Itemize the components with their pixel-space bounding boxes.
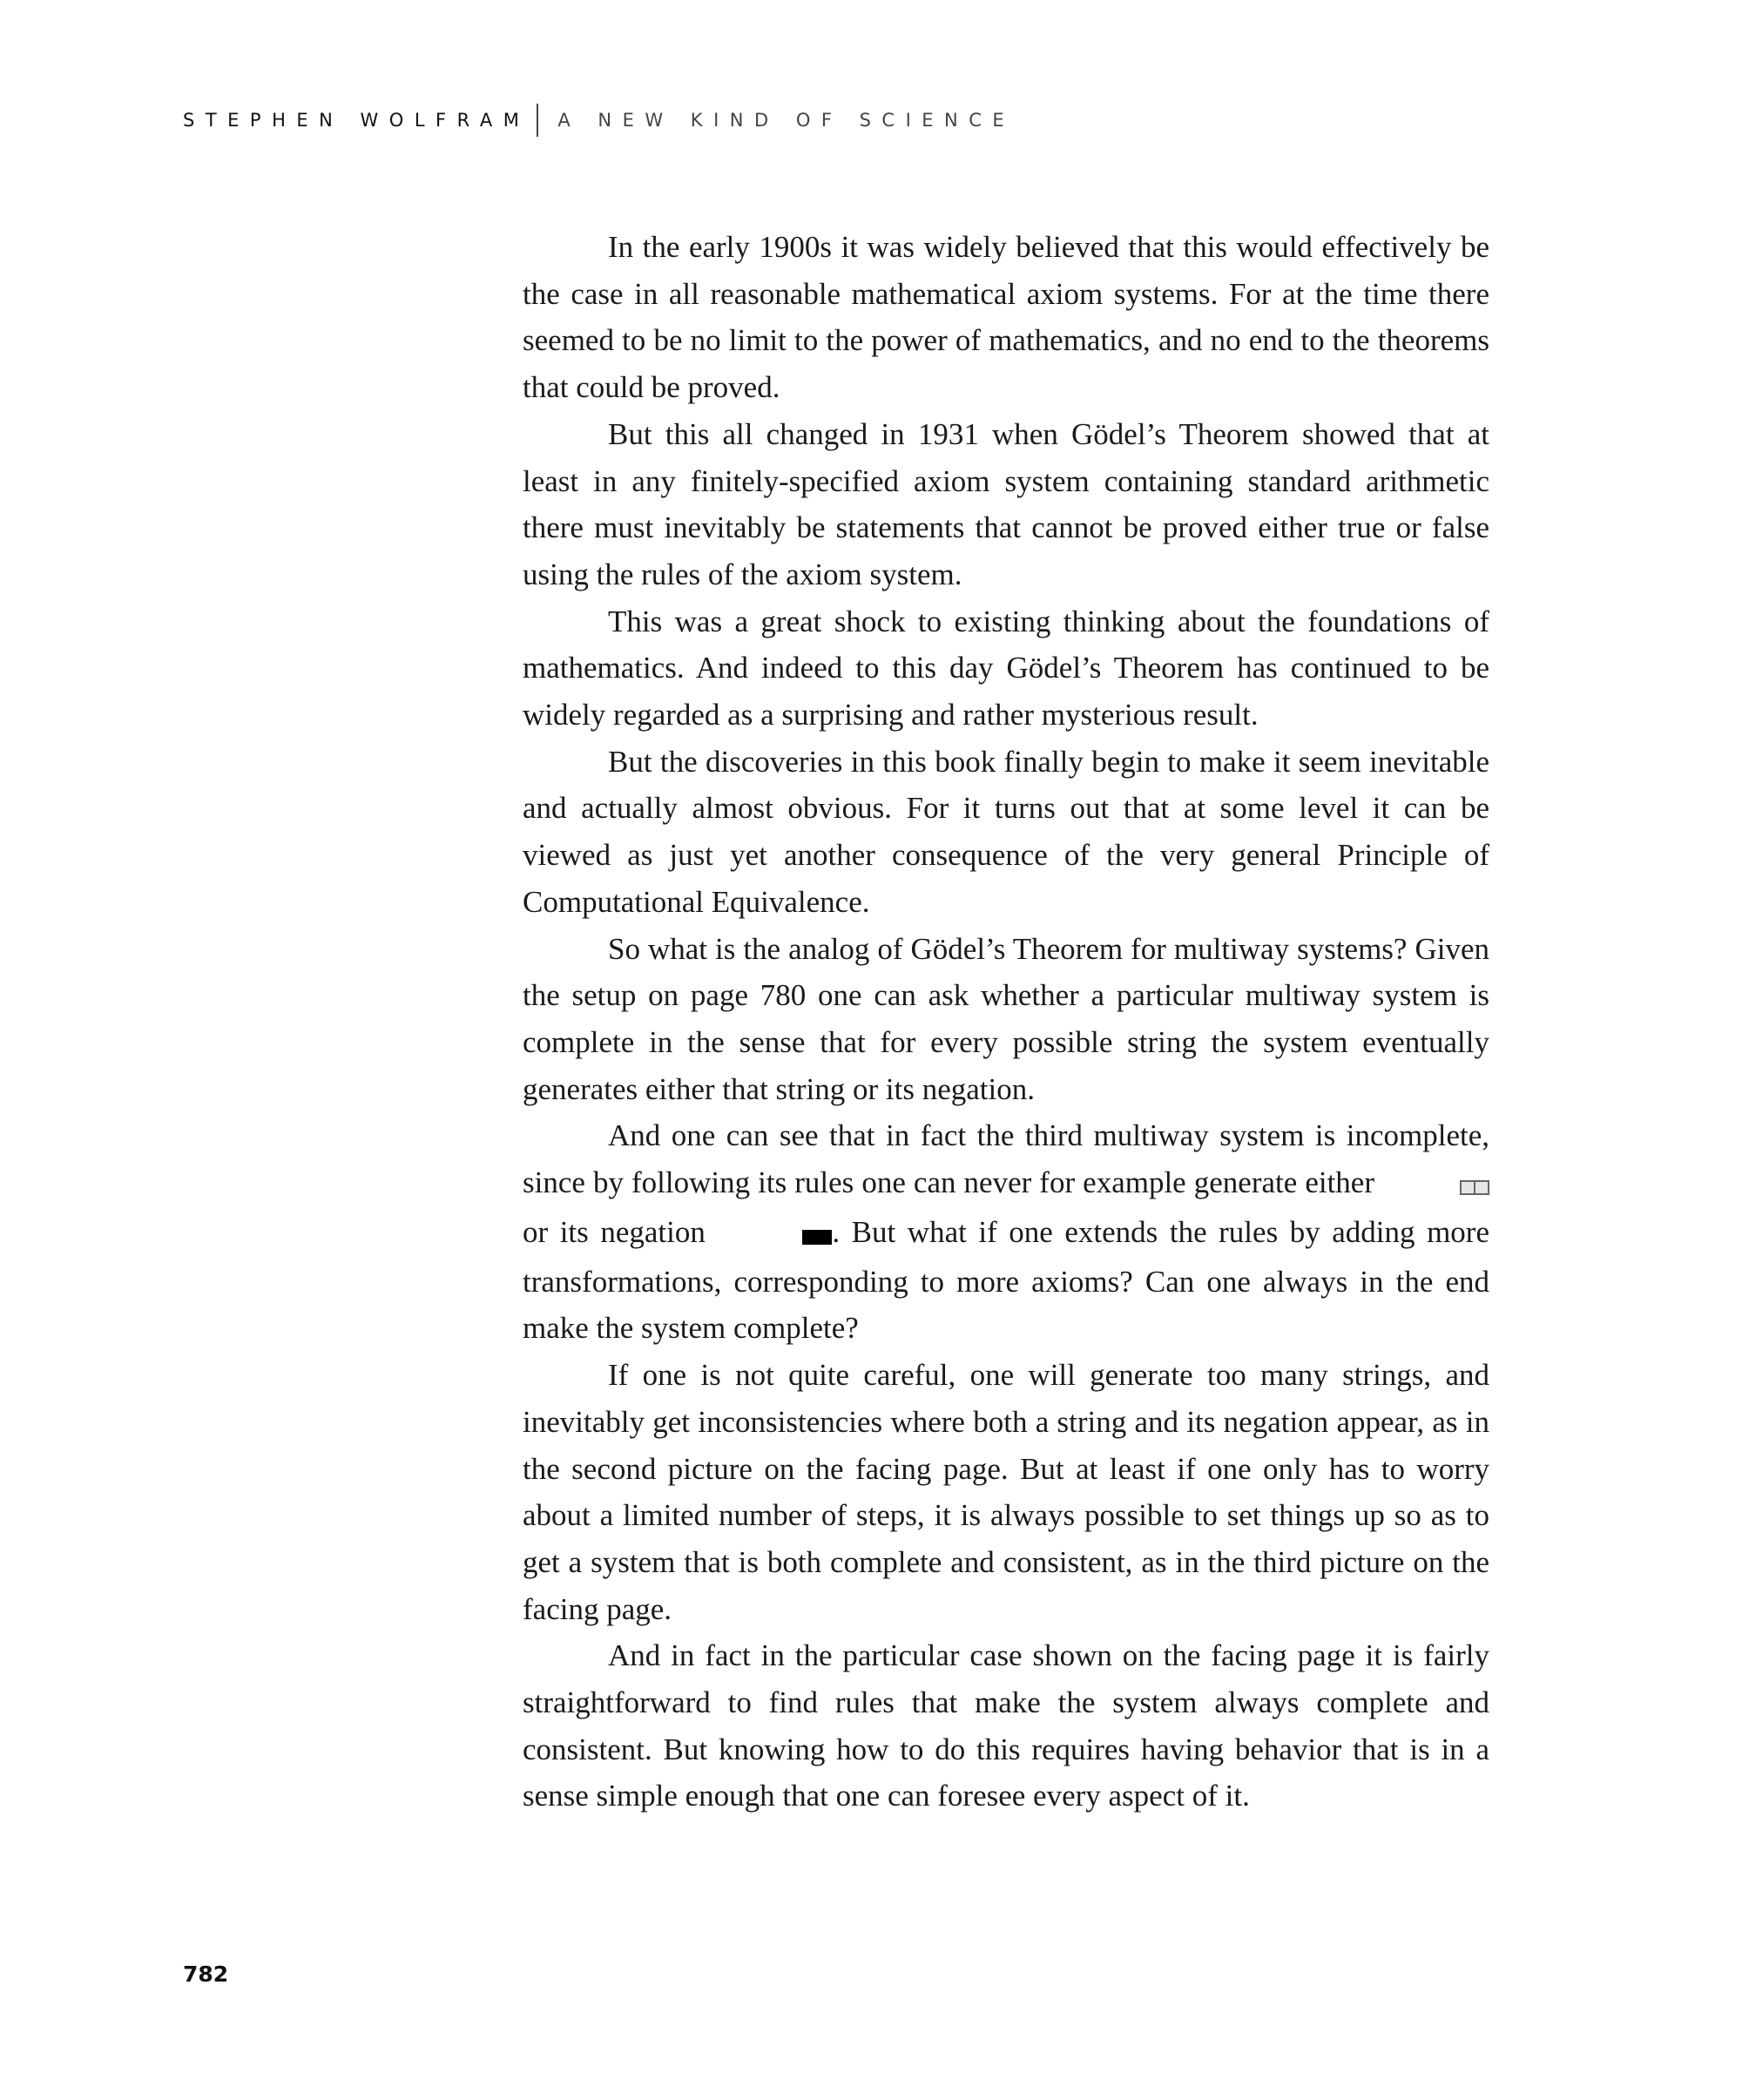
paragraph: This was a great shock to existing thinking about the foundations of mathematics. And indeed to this day Gödel’s Theorem has continued to be widely regarded as a surprising and rather mysterious result. [523, 604, 1489, 733]
black-black-cell-string-icon [717, 1210, 832, 1257]
paragraph-text: . But what if one extends the rules by adding more transformations, corresponding to more axioms? Can one always in the end make the system complete? [523, 1214, 1489, 1346]
paragraph: If one is not quite careful, one will generate too many strings, and inevitably get inconsistencies where both a string and its negation appear, as in the second picture on the facing page. But at least if one only has to worry about a limited number of steps, it is always possible to set things up so as to get a system that is both complete and consistent, as in the third picture on the facing page. [523, 1358, 1489, 1626]
paragraph: In the early 1900s it was widely believed that this would effectively be the case in all reasonable mathematical axiom systems. For at the time there seemed to be no limit to the power of mathematics, and no end to the theorems that could be proved. [523, 230, 1489, 405]
running-head-divider [537, 104, 538, 137]
white-white-cell-string-icon [1374, 1160, 1489, 1207]
paragraph: But this all changed in 1931 when Gödel’s Theorem showed that at least in any finitely-specified axiom system containing standard arithmetic there must inevitably be statements that cannot be proved either true or false using the rules of the axiom system. [523, 416, 1489, 591]
running-head-book-title: A NEW KIND OF SCIENCE [557, 110, 1016, 131]
paragraph-text: And one can see that in fact the third multiway system is incomplete, since by following its rules one can never for example generate either [523, 1118, 1489, 1200]
running-head [183, 103, 1015, 138]
running-head-author: STEPHEN WOLFRAM [183, 110, 530, 131]
paragraph-text: or its negation [523, 1214, 706, 1249]
paragraph: And in fact in the particular case shown on the facing page it is fairly straightforward to find rules that make the system always complete and consistent. But knowing how to do this requires having behavior that is in a sense simple enough that one can foresee every aspect of it. [523, 1638, 1489, 1813]
paragraph [523, 1112, 1489, 1352]
paragraph: So what is the analog of Gödel’s Theorem for multiway systems? Given the setup on page 780 one can ask whether a particular multiway system is complete in the sense that for every possible string the system eventually generates either that string or its negation. [523, 931, 1489, 1106]
main-text-column [523, 224, 1489, 1820]
page-number: 782 [183, 1962, 229, 1987]
paragraph: But the discoveries in this book finally begin to make it seem inevitable and actually almost obvious. For it turns out that at some level it can be viewed as just yet another consequence of the very general Principle of Computational Equivalence. [523, 744, 1489, 919]
